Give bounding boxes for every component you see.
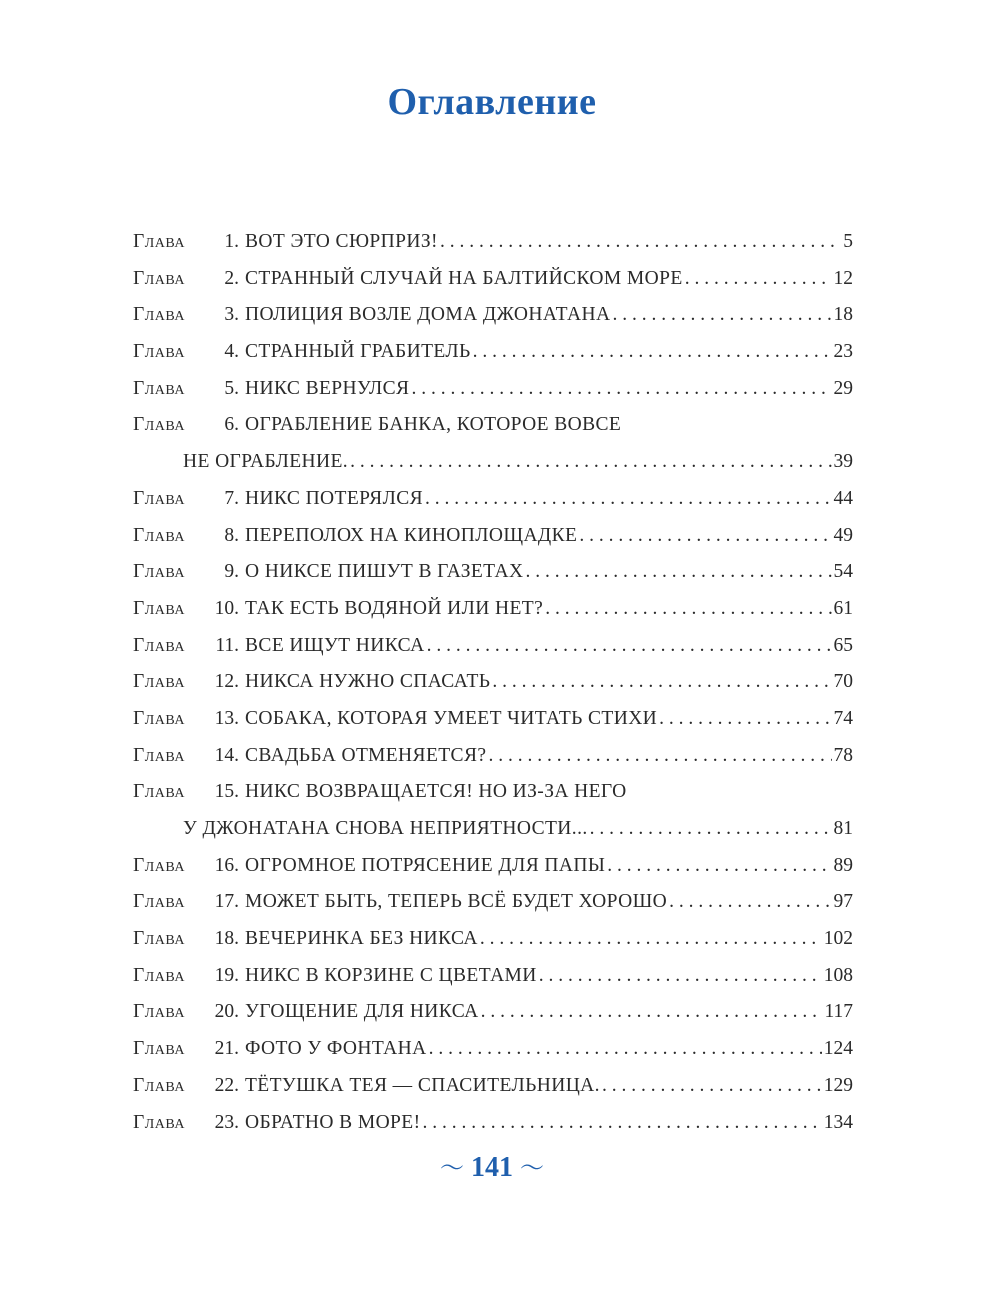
chapter-title: НИКС ВЕРНУЛСЯ — [245, 377, 410, 399]
dot-leader — [612, 297, 831, 334]
chapter-page: 102 — [823, 928, 853, 950]
toc-entry[interactable] — [133, 994, 853, 1031]
chapter-number: 17. — [214, 891, 239, 913]
chapter-number: 5. — [224, 377, 239, 399]
dot-leader — [480, 921, 822, 958]
chapter-page: 5 — [843, 231, 853, 252]
chapter-title: ТЁТУШКА ТЕЯ — СПАСИТЕЛЬНИЦА. — [245, 1074, 600, 1096]
chapter-title: ТАК ЕСТЬ ВОДЯНОЙ ИЛИ НЕТ? — [245, 597, 544, 619]
chapter-label: Глава — [133, 634, 185, 656]
chapter-page: 97 — [833, 891, 853, 913]
chapter-number: 15. — [214, 781, 239, 803]
chapter-title: ОГРАБЛЕНИЕ БАНКА, КОТОРОЕ ВОВСЕ — [245, 414, 622, 436]
chapter-label: Глава — [133, 707, 185, 729]
chapter-title: ВСЕ ИЩУТ НИКСА — [245, 634, 425, 656]
chapter-label: Глава — [133, 487, 185, 509]
chapter-number: 12. — [214, 671, 239, 693]
dot-leader — [423, 1105, 822, 1142]
dot-leader — [411, 371, 831, 408]
toc-entry[interactable] — [133, 1031, 853, 1068]
chapter-title: ВЕЧЕРИНКА БЕЗ НИКСА — [245, 928, 478, 950]
toc-entry[interactable] — [133, 958, 853, 995]
chapter-number: 21. — [214, 1038, 239, 1060]
dot-leader — [481, 994, 823, 1031]
chapter-label: Глава — [133, 561, 185, 583]
chapter-page: 124 — [823, 1038, 853, 1060]
toc-entry[interactable] — [133, 1105, 853, 1142]
chapter-number: 20. — [214, 1001, 239, 1023]
dot-leader — [350, 444, 831, 481]
toc-entry[interactable] — [133, 518, 853, 555]
toc-entry[interactable] — [133, 554, 853, 591]
toc-entry[interactable] — [133, 224, 853, 261]
chapter-title: СТРАННЫЙ ГРАБИТЕЛЬ — [245, 341, 471, 363]
chapter-page: 78 — [833, 744, 853, 766]
chapter-label: Глава — [133, 1038, 185, 1060]
chapter-page: 134 — [823, 1111, 853, 1133]
chapter-label: Глава — [133, 304, 185, 326]
chapter-number: 19. — [214, 964, 239, 986]
toc-entry[interactable] — [133, 921, 853, 958]
toc-entry[interactable] — [133, 591, 853, 628]
page-number — [0, 1148, 984, 1184]
toc-entry[interactable] — [133, 628, 853, 665]
chapter-page: 29 — [833, 377, 853, 399]
toc-entry-continuation[interactable] — [133, 811, 853, 848]
toc-entry[interactable] — [133, 261, 853, 298]
dot-leader — [429, 1031, 822, 1068]
chapter-number: 6. — [224, 414, 239, 436]
toc-entry[interactable] — [133, 848, 853, 885]
dot-leader — [590, 811, 832, 848]
chapter-label: Глава — [133, 671, 185, 693]
chapter-title: О НИКСЕ ПИШУТ В ГАЗЕТАХ — [245, 561, 524, 583]
chapter-page: 89 — [833, 854, 853, 876]
chapter-number: 3. — [224, 304, 239, 326]
chapter-label: Глава — [133, 377, 185, 399]
chapter-label: Глава — [133, 891, 185, 913]
dot-leader — [669, 884, 831, 921]
chapter-page: 117 — [824, 1001, 853, 1023]
chapter-page: 49 — [833, 524, 853, 546]
chapter-label: Глава — [133, 1074, 185, 1096]
chapter-label: Глава — [133, 341, 185, 363]
chapter-number: 11. — [215, 634, 239, 656]
chapter-page: 44 — [833, 487, 853, 509]
chapter-title: ОГРОМНОЕ ПОТРЯСЕНИЕ ДЛЯ ПАПЫ — [245, 854, 606, 876]
chapter-title: УГОЩЕНИЕ ДЛЯ НИКСА — [245, 1001, 479, 1023]
dot-leader — [427, 628, 832, 665]
dot-leader — [492, 664, 831, 701]
chapter-title: ОБРАТНО В МОРЕ! — [245, 1111, 421, 1133]
chapter-page: 129 — [823, 1074, 853, 1096]
chapter-page: 18 — [833, 304, 853, 326]
tilde-ornament-icon: 〜 — [520, 1156, 544, 1182]
chapter-title: МОЖЕТ БЫТЬ, ТЕПЕРЬ ВСЁ БУДЕТ ХОРОШО — [245, 891, 668, 913]
toc-entry[interactable] — [133, 481, 853, 518]
chapter-title: ФОТО У ФОНТАНА — [245, 1038, 427, 1060]
chapter-label: Глава — [133, 524, 185, 546]
chapter-label: Глава — [133, 854, 185, 876]
toc-entry[interactable] — [133, 774, 853, 811]
dot-leader — [685, 261, 832, 298]
chapter-number: 22. — [214, 1074, 239, 1096]
chapter-page: 74 — [833, 707, 853, 729]
chapter-number: 2. — [224, 267, 239, 289]
page-number-value: 141 — [471, 1152, 513, 1183]
chapter-number: 23. — [214, 1111, 239, 1133]
chapter-number: 14. — [214, 744, 239, 766]
chapter-title: НИКС ПОТЕРЯЛСЯ — [245, 487, 424, 509]
chapter-label: Глава — [133, 414, 185, 436]
chapter-page: 108 — [823, 964, 853, 986]
chapter-title: НИКСА НУЖНО СПАСАТЬ — [245, 671, 491, 693]
tilde-ornament-icon: 〜 — [440, 1156, 464, 1182]
toc-entry[interactable] — [133, 701, 853, 738]
chapter-number: 13. — [214, 707, 239, 729]
chapter-page: 70 — [833, 671, 853, 693]
chapter-page: 12 — [833, 267, 853, 289]
chapter-title: ПЕРЕПОЛОХ НА КИНОПЛОЩАДКЕ — [245, 524, 578, 546]
chapter-title: ПОЛИЦИЯ ВОЗЛЕ ДОМА ДЖОНАТАНА — [245, 304, 611, 326]
chapter-number: 16. — [214, 854, 239, 876]
chapter-label: Глава — [133, 1111, 185, 1133]
chapter-title: НИКС ВОЗВРАЩАЕТСЯ! НО ИЗ-ЗА НЕГО — [245, 781, 627, 803]
toc-entry[interactable] — [133, 297, 853, 334]
toc-entry[interactable] — [133, 334, 853, 371]
dot-leader — [425, 481, 831, 518]
dot-leader — [602, 1068, 822, 1105]
table-of-contents — [133, 224, 853, 1141]
chapter-number: 1. — [224, 231, 239, 252]
chapter-number: 18. — [214, 928, 239, 950]
chapter-label: Глава — [133, 744, 185, 766]
chapter-title: СОБАКА, КОТОРАЯ УМЕЕТ ЧИТАТЬ СТИХИ — [245, 707, 658, 729]
chapter-page: 54 — [833, 561, 853, 583]
chapter-label: Глава — [133, 597, 185, 619]
dot-leader — [545, 591, 831, 628]
dot-leader — [488, 738, 831, 775]
chapter-page: 23 — [833, 341, 853, 363]
toc-entry[interactable] — [133, 664, 853, 701]
chapter-title: ВОТ ЭТО СЮРПРИЗ! — [245, 231, 438, 252]
chapter-label: Глава — [133, 964, 185, 986]
dot-leader — [659, 701, 831, 738]
chapter-title-continued: НЕ ОГРАБЛЕНИЕ. — [183, 451, 349, 473]
chapter-number: 9. — [224, 561, 239, 583]
toc-entry[interactable] — [133, 738, 853, 775]
toc-entry-continuation[interactable] — [133, 444, 853, 481]
toc-entry[interactable] — [133, 407, 853, 444]
chapter-number: 7. — [224, 487, 239, 509]
toc-entry[interactable] — [133, 371, 853, 408]
chapter-label: Глава — [133, 928, 185, 950]
dot-leader — [473, 334, 832, 371]
chapter-label: Глава — [133, 267, 185, 289]
toc-entry[interactable] — [133, 884, 853, 921]
toc-entry[interactable] — [133, 1068, 853, 1105]
chapter-page: 65 — [833, 634, 853, 656]
chapter-title: НИКС В КОРЗИНЕ С ЦВЕТАМИ — [245, 964, 537, 986]
chapter-title: СТРАННЫЙ СЛУЧАЙ НА БАЛТИЙСКОМ МОРЕ — [245, 267, 683, 289]
dot-leader — [539, 958, 822, 995]
chapter-label: Глава — [133, 1001, 185, 1023]
chapter-number: 8. — [224, 524, 239, 546]
chapter-label: Глава — [133, 781, 185, 803]
page-title: Оглавление — [387, 81, 597, 123]
chapter-label: Глава — [133, 231, 185, 252]
chapter-page: 39 — [833, 451, 853, 473]
chapter-number: 10. — [214, 597, 239, 619]
dot-leader — [579, 518, 831, 555]
dot-leader — [440, 224, 841, 261]
chapter-page: 61 — [833, 597, 853, 619]
dot-leader — [525, 554, 831, 591]
dot-leader — [607, 848, 831, 885]
chapter-number: 4. — [224, 341, 239, 363]
chapter-page: 81 — [833, 818, 853, 839]
chapter-title: СВАДЬБА ОТМЕНЯЕТСЯ? — [245, 744, 487, 766]
chapter-title-continued: У ДЖОНАТАНА СНОВА НЕПРИЯТНОСТИ... — [183, 818, 588, 839]
